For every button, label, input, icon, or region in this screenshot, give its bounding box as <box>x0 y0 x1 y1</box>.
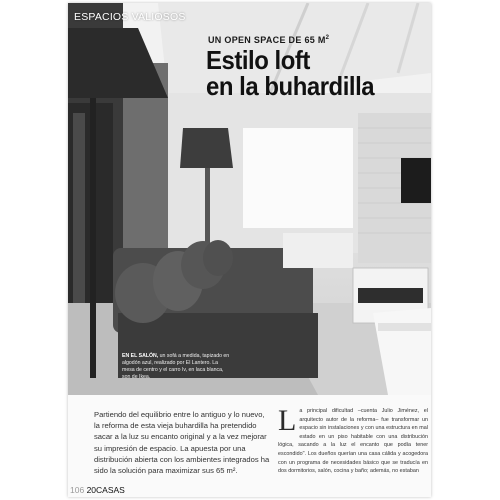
body-column <box>278 404 428 476</box>
intro-paragraph: Partiendo del equilibrio entre lo antiguo y lo nuevo, la reforma de esta vieja buhardilla ha pretendido sacar a la luz su encanto original y a la vez mejorar su impresión de espacio. La apuesta por una distribución abierta con los ambientes integrados ha sido la solución para maximizar sus 65 m². <box>94 410 270 476</box>
page-folio <box>70 485 125 495</box>
kicker-text: UN OPEN SPACE DE 65 M <box>208 35 326 45</box>
section-label: ESPACIOS VALIOSOS <box>74 11 186 23</box>
article-title <box>206 47 374 99</box>
kicker-superscript: 2 <box>325 35 330 41</box>
magazine-page <box>68 3 431 497</box>
photo-caption <box>122 353 232 381</box>
title-line-2: en la buhardilla <box>206 71 375 101</box>
caption-text: un sofá a medida, tapizado en algodón azul, realizado por El Lantero. La mesa de centro y el carro Iv, en laca blanca, son de Ikea. <box>122 353 230 380</box>
article-kicker <box>208 35 329 45</box>
caption-lead: EN EL SALÓN, <box>122 353 159 359</box>
title-line-1: Estilo loft <box>206 45 310 75</box>
magazine-name: 20CASAS <box>86 485 125 495</box>
page-number: 106 <box>70 485 85 495</box>
loft-living-room-photo <box>68 3 431 395</box>
body-text: a principal dificultad –cuenta Julio Jiménez, el arquitecto autor de la reforma– fue transformar un espacio sin instalaciones y con una estructura en mal estado en un piso habitable con una distribución lógica, sacando a la luz el encanto que podía tener escondido". Los dueños querían una casa cálida y acogedora con un programa de necesidades básico que se traducía en dos dormitorios, salón, cocina y baño; además, no estaban <box>278 408 428 475</box>
drop-cap: L <box>278 404 297 437</box>
